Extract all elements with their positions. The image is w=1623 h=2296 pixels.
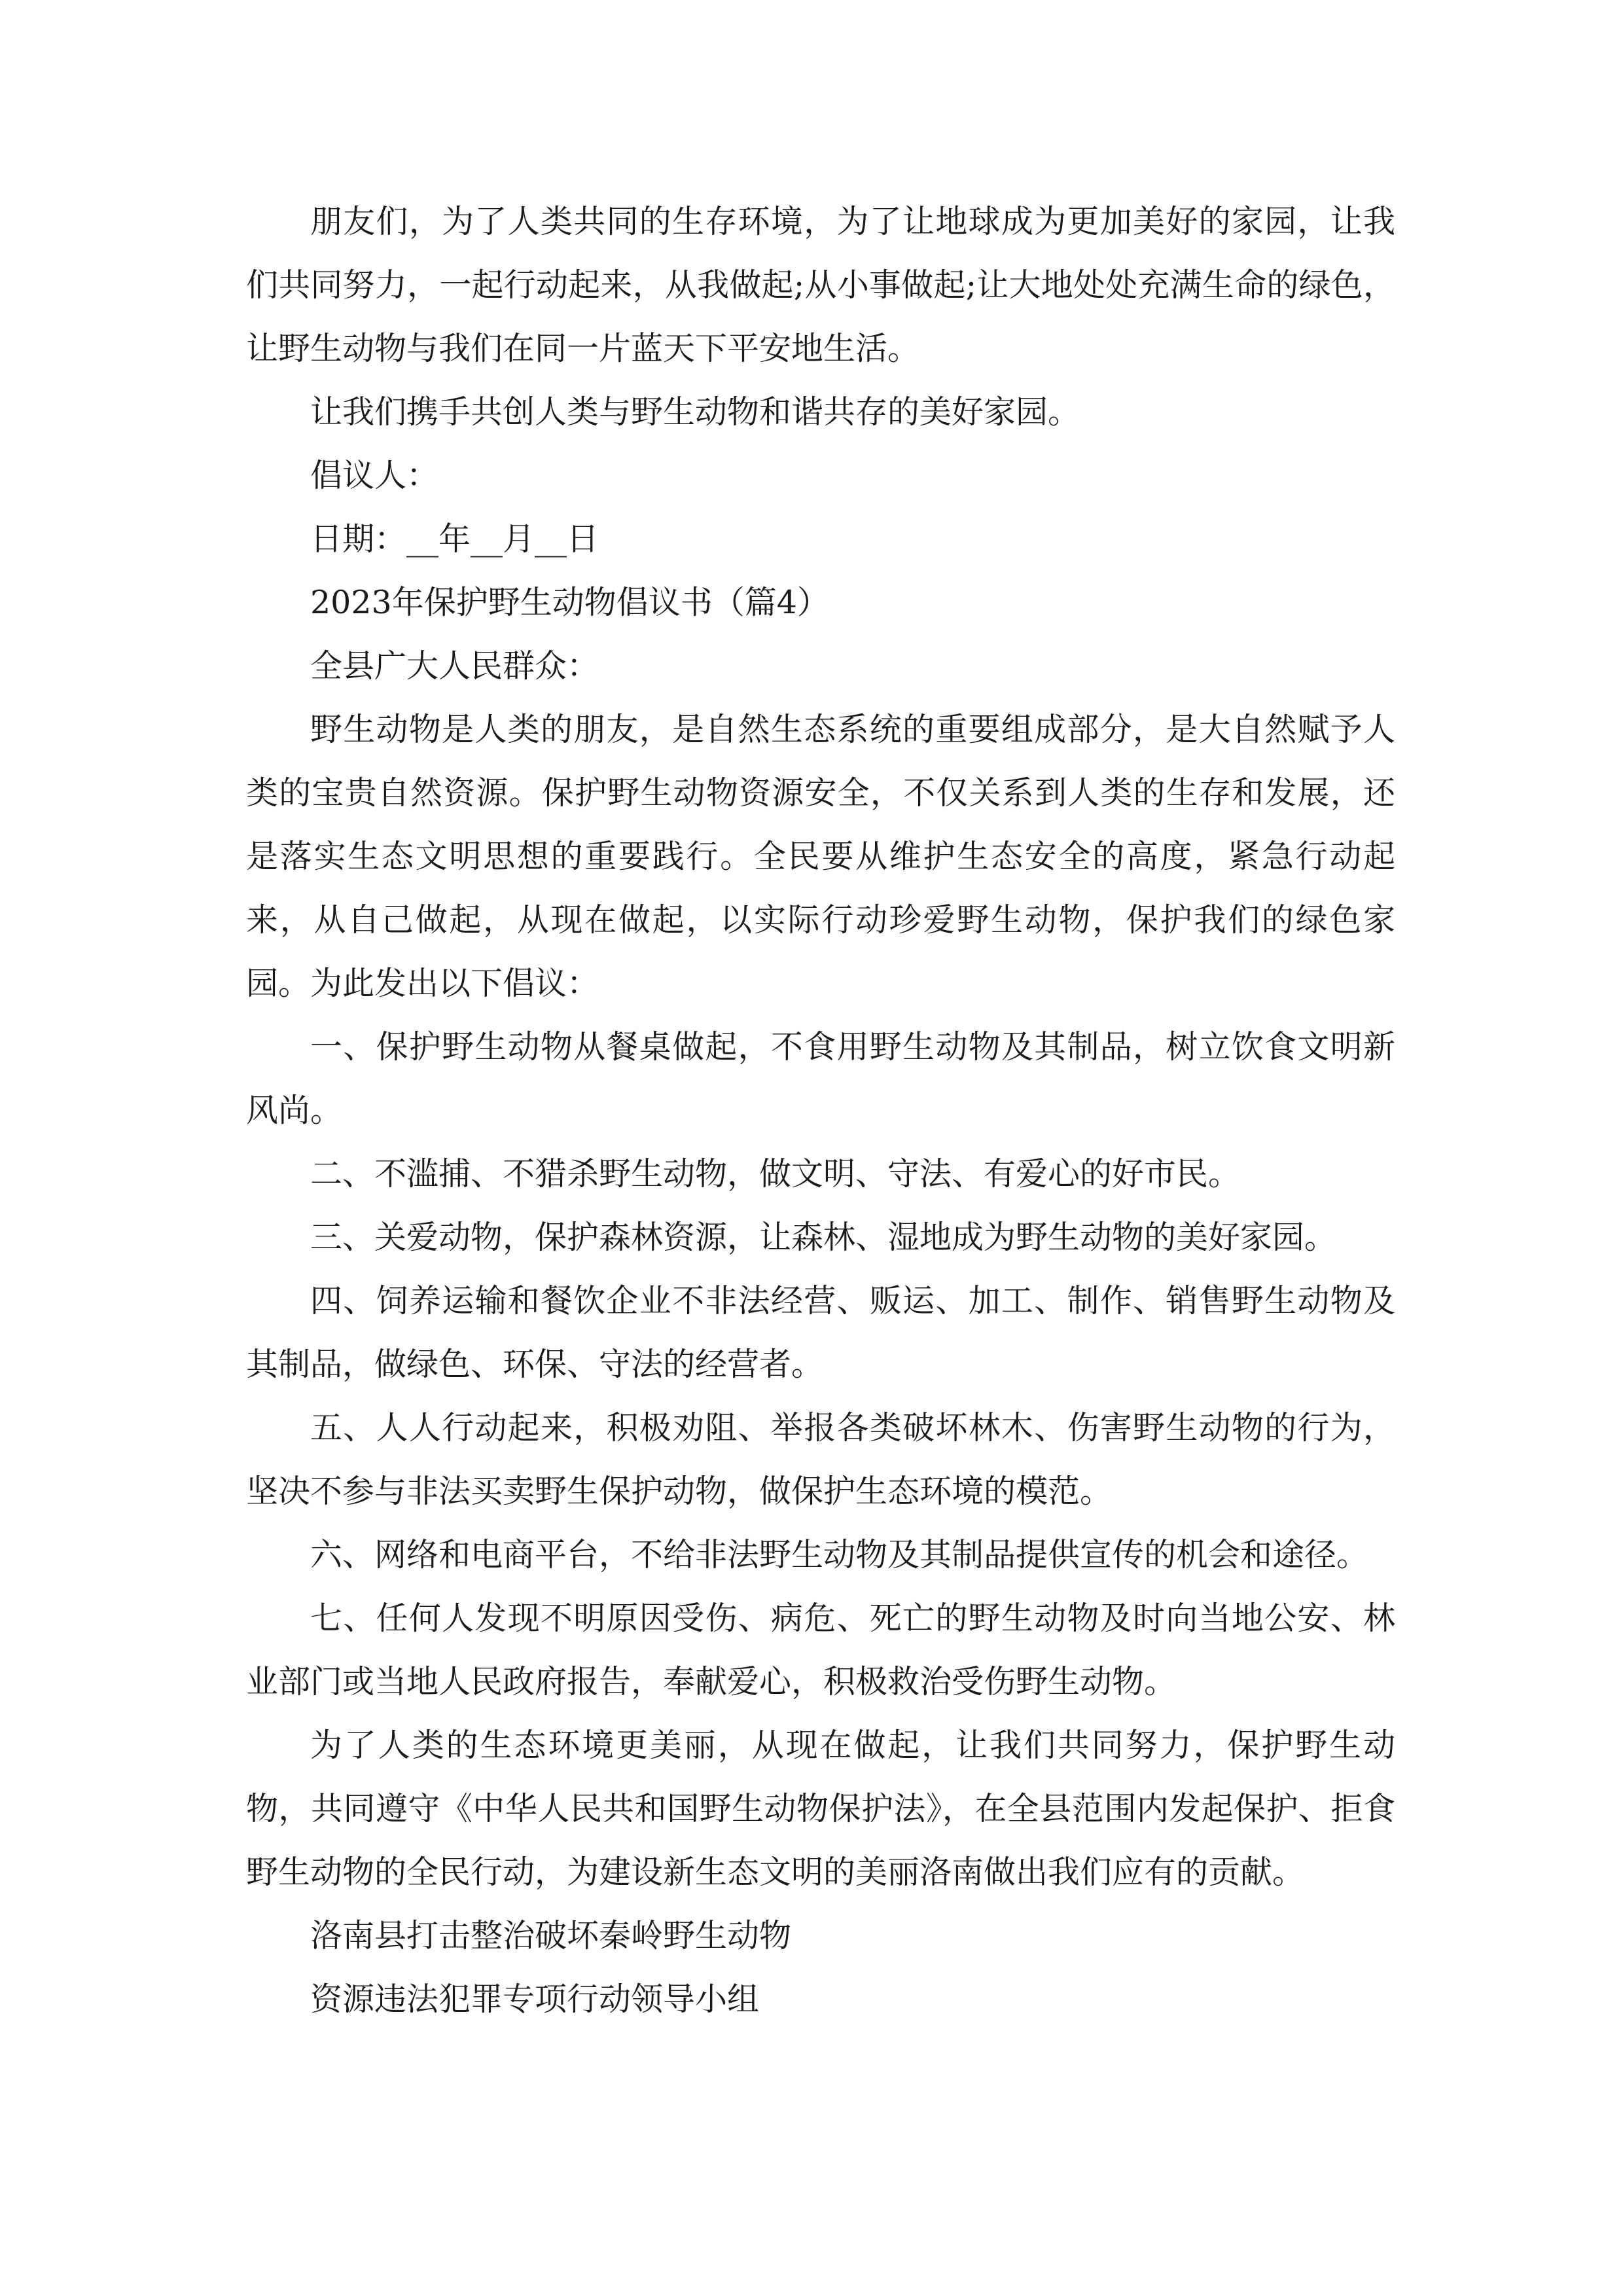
document-body [246,190,1395,2031]
paragraph-conclusion: 为了人类的生态环境更美丽，从现在做起，让我们共同努力，保护野生动物，共同遵守《中华人民共和国野生动物保护法》，在全县范围内发起保护、拒食野生动物的全民行动，为建设新生态文明的美丽洛南做出我们应有的贡献。 [246,1727,1395,1891]
paragraph-appeal-closing: 朋友们，为了人类共同的生存环境，为了让地球成为更加美好的家园，让我们共同努力，一起行动起来，从我做起;从小事做起;让大地处处充满生命的绿色，让野生动物与我们在同一片蓝天下平安地生活。 [246,203,1395,367]
salutation: 全县广大人民群众： [310,647,599,685]
proposal-item-4: 四、饲养运输和餐饮企业不非法经营、贩运、加工、制作、销售野生动物及其制品，做绿色、环保、守法的经营者。 [246,1282,1395,1383]
paragraph-slogan: 让我们携手共创人类与野生动物和谐共存的美好家园。 [310,393,1080,431]
proposal-item-7: 七、任何人发现不明原因受伤、病危、死亡的野生动物及时向当地公安、林业部门或当地人民政府报告，奉献爱心，积极救治受伤野生动物。 [246,1600,1395,1700]
proposal-item-5: 五、人人行动起来，积极劝阻、举报各类破坏林木、伤害野生动物的行为，坚决不参与非法买卖野生保护动物，做保护生态环境的模范。 [246,1409,1395,1510]
issuer-line-1: 洛南县打击整治破坏秦岭野生动物 [310,1917,792,1954]
section-title: 2023年保护野生动物倡议书（篇4） [310,584,829,621]
paragraph-intro: 野生动物是人类的朋友，是自然生态系统的重要组成部分，是大自然赋予人类的宝贵自然资源。保护野生动物资源安全，不仅关系到人类的生存和发展，还是落实生态文明思想的重要践行。全民要从维护生态安全的高度，紧急行动起来，从自己做起，从现在做起，以实际行动珍爱野生动物，保护我们的绿色家园。为此发出以下倡议： [246,711,1395,1002]
issuer-line-2: 资源违法犯罪专项行动领导小组 [310,1981,760,2018]
proposal-item-3: 三、关爱动物，保护森林资源，让森林、湿地成为野生动物的美好家园。 [310,1219,1337,1256]
signature-initiator: 倡议人： [310,457,439,494]
proposal-item-1: 一、保护野生动物从餐桌做起，不食用野生动物及其制品，树立饮食文明新风尚。 [246,1028,1395,1129]
proposal-item-6: 六、网络和电商平台，不给非法野生动物及其制品提供宣传的机会和途径。 [310,1536,1369,1573]
signature-date: 日期：__年__月__日 [310,520,599,558]
proposal-item-2: 二、不滥捕、不猎杀野生动物，做文明、守法、有爱心的好市民。 [310,1155,1241,1193]
